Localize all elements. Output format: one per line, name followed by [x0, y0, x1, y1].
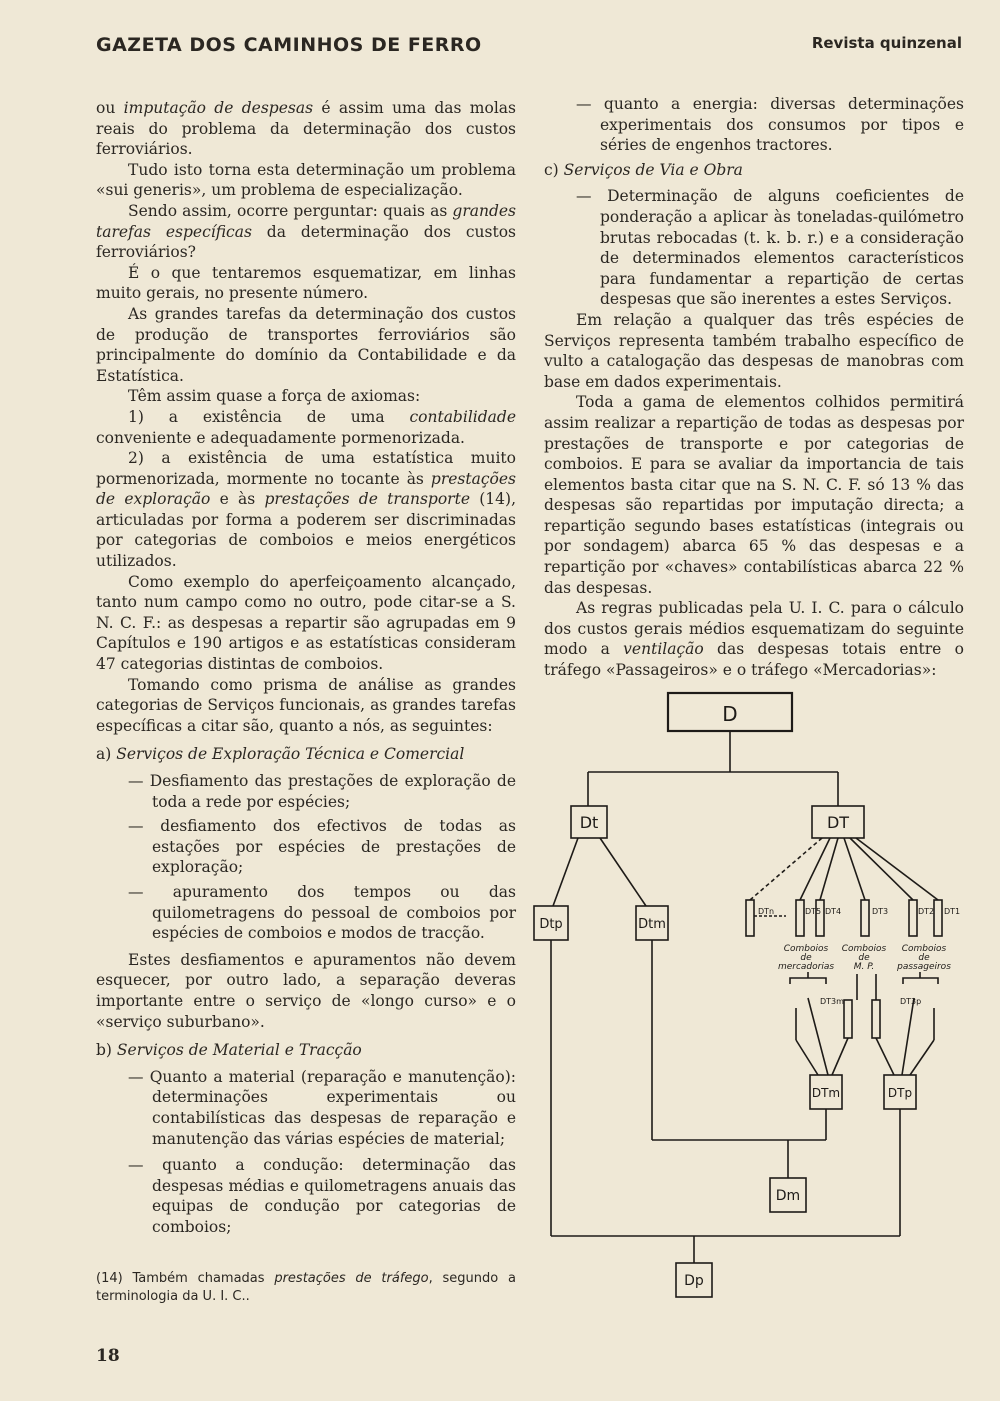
journal-subtitle: Revista quinzenal	[811, 34, 962, 52]
node-Dtm: Dtm	[638, 917, 666, 932]
list-item: — desfiamento dos efectivos de todas as estações por espécies de prestações de exploração;	[128, 817, 516, 877]
list-item: — Desfiamento das prestações de exploração de toda a rede por espécies;	[128, 772, 516, 811]
list-item: — Quanto a material (reparação e manutenção): determinações experimentais ou contabilísticas das despesas de reparação e manutenção das várias espécies de material;	[128, 1067, 516, 1148]
paragraph: ou imputação de despesas é assim uma das molas reais do problema da determinação dos custos ferroviários.	[96, 99, 516, 159]
list-item: — apuramento dos tempos ou das quilometragens do pessoal de comboios por espécies de comboios e modos de tracção.	[128, 882, 516, 943]
node-D: D	[722, 702, 738, 726]
group-label-line: Comboios	[783, 944, 829, 954]
label-DTn: DTn	[758, 907, 775, 916]
section-b-heading: b) Serviços de Material e Tracção	[96, 1041, 362, 1060]
node-Dt: Dt	[579, 813, 599, 832]
paragraph: Tomando como prisma de análise as grandes categorias de Serviços funcionais, as grandes tarefas específicas a citar são, quanto a nós, as seguintes:	[96, 675, 516, 735]
cost-allocation-diagram	[528, 688, 968, 1308]
right-column	[544, 94, 964, 681]
label-DT3p: DT3p	[900, 997, 922, 1006]
label-DT2: DT2	[918, 907, 935, 916]
label-DT1: DT1	[944, 907, 961, 916]
node-Dm: Dm	[775, 1188, 801, 1204]
group-label-line: de	[918, 953, 930, 963]
group-label-line: mercadorias	[777, 962, 835, 972]
group-label-line: de	[800, 953, 812, 963]
node-Dp: Dp	[684, 1273, 704, 1289]
axiom-2: 2) a existência de uma estatística muito pormenorizada, mormente no tocante às prestações de exploração e às prestações de transporte (14), articuladas por forma a poderem ser discriminadas por categorias de comboios e meios energéticos utilizados.	[96, 449, 517, 571]
label-DT3m: DT3m	[820, 997, 844, 1006]
paragraph: Sendo assim, ocorre perguntar: quais as grandes tarefas específicas da determinação dos custos ferroviários?	[96, 201, 516, 262]
label-DT4: DT4	[825, 907, 842, 916]
node-DT: DT	[826, 813, 850, 832]
group-label-line: M. P.	[853, 962, 875, 972]
footnote-ref: (14)	[479, 490, 512, 509]
label-DT5: DT5	[805, 907, 822, 916]
section-a-heading: a) Serviços de Exploração Técnica e Comercial	[96, 745, 465, 764]
node-DTm: DTm	[811, 1086, 841, 1100]
paragraph: Toda a gama de elementos colhidos permitirá assim realizar a repartição de todas as despesas por prestações de transporte e por categorias de comboios. E para se avaliar da importancia de tais elementos basta citar que na S. N. C. F. só 13 % das despesas são repartidas por imputação directa; a repartição segundo bases estatísticas (integrais ou por sondagem) abarca 65 % das despesas e a repartição por «chaves» contabilísticas abarca 22 % das despesas.	[544, 393, 964, 597]
paragraph: As grandes tarefas da determinação dos custos de produção de transportes ferroviários são principalmente do domínio da Contabilidade e da Estatística.	[96, 304, 516, 385]
node-DTp: DTp	[887, 1086, 913, 1100]
list-item: — quanto a energia: diversas determinações experimentais dos consumos por tipos e séries de engenhos tractores.	[576, 95, 964, 155]
paragraph: É o que tentaremos esquematizar, em linhas muito gerais, no presente número.	[96, 263, 516, 303]
paragraph: Estes desfiamentos e apuramentos não devem esquecer, por outro lado, a separação deveras importante entre o serviço de «longo curso» e o «serviço suburbano».	[96, 950, 516, 1031]
group-label-line: Comboios	[841, 944, 887, 954]
list-item: — quanto a condução: determinação das despesas médias e quilometragens anuais das equipas de condução por categorias de comboios;	[128, 1156, 516, 1236]
list-item: — Determinação de alguns coeficientes de ponderação a aplicar às toneladas-quilómetro brutas rebocadas (t. k. b. r.) e a consideração de determinados elementos característicos para fundamentar a repartição de certas despesas que são inerentes a estes Serviços.	[576, 187, 964, 309]
paragraph: Como exemplo do aperfeiçoamento alcançado, tanto num campo como no outro, pode citar-se a S. N. C. F.: as despesas a repartir são agrupadas em 9 Capítulos e 190 artigos e as estatísticas consideram 47 categorias distintas de comboios.	[96, 572, 516, 674]
label-DT3: DT3	[872, 907, 889, 916]
journal-title: GAZETA DOS CAMINHOS DE FERRO	[96, 34, 482, 56]
paragraph: Têm assim quase a força de axiomas:	[128, 387, 421, 406]
footnote: (14) Também chamadas prestações de tráfego, segundo a terminologia da U. I. C..	[96, 1271, 516, 1304]
page-number: 18	[96, 1346, 120, 1366]
paragraph: Em relação a qualquer das três espécies de Serviços representa também trabalho específico de vulto a catalogação das despesas de manobras com base em dados experimentais.	[544, 310, 964, 391]
paragraph: Tudo isto torna esta determinação um problema «sui generis», um problema de especialização.	[96, 160, 516, 200]
node-Dtp: Dtp	[539, 917, 563, 932]
paragraph: As regras publicadas pela U. I. C. para o cálculo dos custos gerais médios esquematizam do seguinte modo a ventilação das despesas totais entre o tráfego «Passageiros» e o tráfego «Mercadorias»:	[544, 599, 964, 680]
group-label-line: passageiros	[897, 962, 951, 972]
group-label-line: Comboios	[901, 944, 947, 954]
section-c-heading: c) Serviços de Via e Obra	[544, 160, 743, 179]
left-column	[96, 98, 516, 1237]
group-label-line: de	[858, 953, 870, 963]
axiom-1: 1) a existência de uma contabilidade conveniente e adequadamente pormenorizada.	[96, 407, 516, 447]
